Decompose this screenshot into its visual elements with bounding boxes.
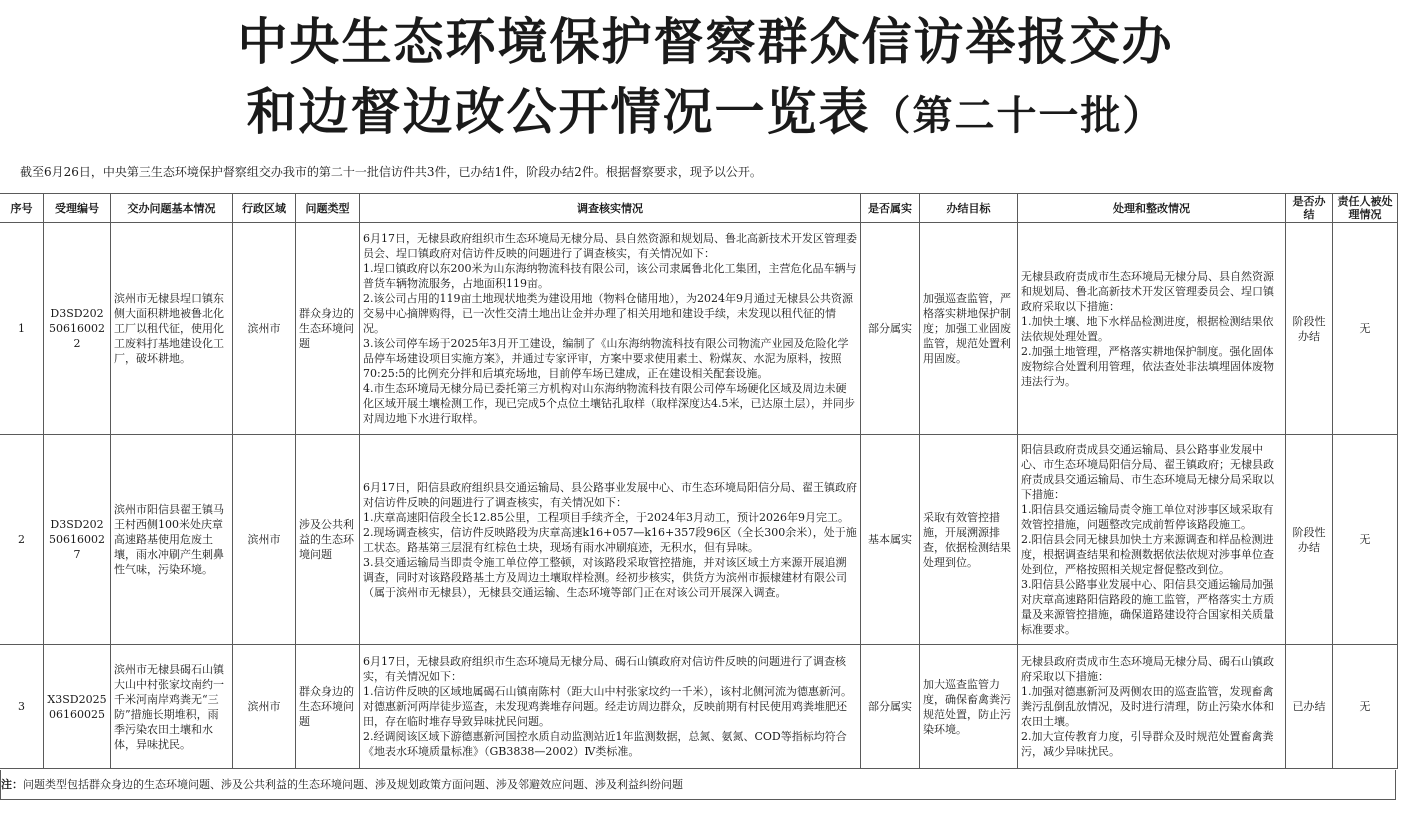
cell-issue: 滨州市无棣县碣石山镇大山中村张家坟南约一千米河南岸鸡粪无“三防”措施长期堆积，雨季污染农田土壤和水体，异味扰民。 bbox=[111, 645, 233, 769]
investigation-paragraph: 4.市生态环境局无棣分局已委托第三方机构对山东海纳物流科技有限公司停车场硬化区域及周边未硬化区域开展土壤检测工作，现已完成5个点位土壤钻孔取样（取样深度达4.5米，已达原土层），并同步对周边地下水进行取样。 bbox=[363, 382, 855, 425]
footnote-text: 问题类型包括群众身边的生态环境问题、涉及公共利益的生态环境问题、涉及规划政策方面问题、涉及邻避效应问题、涉及利益纠纷问题 bbox=[23, 778, 683, 791]
investigation-paragraph: 1.庆章高速阳信段全长12.85公里，工程项目手续齐全，于2024年3月动工，预计2026年9月完工。 bbox=[363, 510, 849, 524]
table-footnote bbox=[0, 770, 1396, 800]
header-investigation: 调查核实情况 bbox=[360, 194, 861, 223]
header-code: 受理编号 bbox=[44, 194, 111, 223]
investigation-paragraph: 1.信访件反映的区域地属碣石山镇南陈村（距大山中村张家坟约一千米），该村北侧河流为德惠新河。对德惠新河两岸徒步巡查，未发现鸡粪堆存问题。经走访周边群众，反映前期有村民使用鸡粪堆肥还田，存在临时堆存导致异味扰民问题。 bbox=[363, 685, 852, 728]
cell-goal: 加强巡查监管，严格落实耕地保护制度；加强工业固废监管，规范处置利用固废。 bbox=[920, 223, 1018, 435]
cell-investigation bbox=[360, 645, 861, 769]
handling-paragraph: 无棣县政府责成市生态环境局无棣分局、碣石山镇政府采取以下措施： bbox=[1021, 655, 1274, 683]
handling-paragraph: 2.加强土地管理，严格落实耕地保护制度。强化固体废物综合处置利用管理，依法查处非法填埋固体废物违法行为。 bbox=[1021, 344, 1274, 388]
handling-paragraph: 1.阳信县交通运输局责令施工单位对涉事区域采取有效管控措施，问题整改完成前暂停该路段施工。 bbox=[1021, 503, 1274, 531]
handling-paragraph: 无棣县政府责成市生态环境局无棣分局、县自然资源和规划局、鲁北高新技术开发区管理委员会、埕口镇政府采取以下措施： bbox=[1021, 269, 1274, 313]
handling-paragraph: 2.加大宣传教育力度，引导群众及时规范处置畜禽粪污，减少异味扰民。 bbox=[1021, 730, 1274, 758]
cell-verified: 部分属实 bbox=[861, 645, 920, 769]
cell-handling bbox=[1018, 645, 1286, 769]
cell-type: 涉及公共利益的生态环境问题 bbox=[296, 435, 360, 645]
cell-region: 滨州市 bbox=[233, 645, 296, 769]
cell-seq: 2 bbox=[0, 435, 44, 645]
cell-accountability: 无 bbox=[1333, 435, 1398, 645]
cell-done: 阶段性办结 bbox=[1286, 223, 1333, 435]
title-line-2 bbox=[0, 82, 1411, 146]
cell-accountability: 无 bbox=[1333, 223, 1398, 435]
header-goal: 办结目标 bbox=[920, 194, 1018, 223]
cell-goal: 采取有效管控措施，开展溯源排查，依据检测结果处理到位。 bbox=[920, 435, 1018, 645]
handling-paragraph: 1.加快土壤、地下水样品检测进度，根据检测结果依法依规处理处置。 bbox=[1021, 314, 1274, 343]
disclosure-table bbox=[0, 193, 1398, 769]
investigation-paragraph: 6月17日，无棣县政府组织市生态环境局无棣分局、县自然资源和规划局、鲁北高新技术开发区管理委员会、埕口镇政府对信访件反映的问题进行了调查核实，有关情况如下： bbox=[363, 232, 857, 260]
investigation-paragraph: 2.经调阅该区域下游德惠新河国控水质自动监测站近1年监测数据，总氮、氨氮、COD等指标均符合《地表水环境质量标准》（GB3838—2002）Ⅳ类标准。 bbox=[363, 730, 847, 758]
handling-paragraph: 阳信县政府责成县交通运输局、县公路事业发展中心、市生态环境局阳信分局、翟王镇政府；无棣县政府责成县交通运输局、市生态环境局无棣分局采取以下措施： bbox=[1021, 443, 1274, 501]
footnote-label: 注： bbox=[1, 778, 23, 791]
header-verified: 是否属实 bbox=[861, 194, 920, 223]
investigation-paragraph: 2.现场调查核实，信访件反映路段为庆章高速k16+057—k16+357段96区（全长300余米），处于施工状态。路基第三层混有红棕色土块，现场有雨水冲刷痕迹，无积水，但有异味。 bbox=[363, 525, 857, 554]
handling-paragraph: 3.阳信县公路事业发展中心、阳信县交通运输局加强对庆章高速路阳信路段的施工监管，严格落实土方质量及来源管控措施，确保道路建设符合国家相关质量标准要求。 bbox=[1021, 578, 1274, 636]
cell-verified: 部分属实 bbox=[861, 223, 920, 435]
cell-accountability: 无 bbox=[1333, 645, 1398, 769]
table-header-row bbox=[0, 194, 1398, 223]
investigation-paragraph: 6月17日，无棣县政府组织市生态环境局无棣分局、碣石山镇政府对信访件反映的问题进行了调查核实，有关情况如下： bbox=[363, 655, 846, 683]
header-done: 是否办结 bbox=[1286, 194, 1333, 223]
cell-type: 群众身边的生态环境问题 bbox=[296, 645, 360, 769]
header-accountability: 责任人被处理情况 bbox=[1333, 194, 1398, 223]
cell-goal: 加大巡查监管力度，确保畜禽粪污规范处置，防止污染环境。 bbox=[920, 645, 1018, 769]
cell-investigation bbox=[360, 223, 861, 435]
intro-paragraph: 截至6月26日，中央第三生态环境保护督察组交办我市的第二十一批信访件共3件，已办结1件，阶段办结2件。根据督察要求，现予以公开。 bbox=[20, 165, 762, 179]
title-line-1: 中央生态环境保护督察群众信访举报交办 bbox=[237, 13, 1174, 71]
table-row bbox=[0, 645, 1398, 769]
cell-issue: 滨州市阳信县翟王镇马王村西侧100米处庆章高速路基使用危废土壤，雨水冲刷产生刺鼻性气味，污染环境。 bbox=[111, 435, 233, 645]
table-row bbox=[0, 435, 1398, 645]
cell-region: 滨州市 bbox=[233, 435, 296, 645]
header-handling: 处理和整改情况 bbox=[1018, 194, 1286, 223]
cell-seq: 3 bbox=[0, 645, 44, 769]
cell-investigation bbox=[360, 435, 861, 645]
investigation-paragraph: 1.埕口镇政府以东200米为山东海纳物流科技有限公司，该公司隶属鲁北化工集团，主营危化品车辆与普货车辆物流服务，占地面积119亩。 bbox=[363, 262, 857, 290]
cell-verified: 基本属实 bbox=[861, 435, 920, 645]
header-seq: 序号 bbox=[0, 194, 44, 223]
investigation-paragraph: 3.该公司停车场于2025年3月开工建设，编制了《山东海纳物流科技有限公司物流产业园及危险化学品停车场建设项目实施方案》，并通过专家评审，方案中要求使用素土、粉煤灰、水泥为原料，按照70:25:5的比例充分拌和后填充场地，目前停车场已建成，正在建设相关配套设施。 bbox=[363, 337, 849, 380]
header-region: 行政区域 bbox=[233, 194, 296, 223]
header-type: 问题类型 bbox=[296, 194, 360, 223]
table-row bbox=[0, 223, 1398, 435]
title-line-2-main: 和边督边改公开情况一览表 bbox=[246, 83, 871, 141]
cell-done: 阶段性办结 bbox=[1286, 435, 1333, 645]
cell-handling bbox=[1018, 435, 1286, 645]
cell-seq: 1 bbox=[0, 223, 44, 435]
cell-type: 群众身边的生态环境问题 bbox=[296, 223, 360, 435]
cell-code: X3SD202506160025 bbox=[44, 645, 111, 769]
cell-done: 已办结 bbox=[1286, 645, 1333, 769]
cell-code: D3SD202506160022 bbox=[44, 223, 111, 435]
investigation-paragraph: 3.县交通运输局当即责令施工单位停工整顿，对该路段采取管控措施，并对该区域土方来源开展追溯调查，同时对该路段路基土方及周边土壤取样检测。经初步核实，供货方为滨州市振棣建材有限公司（属于滨州市无棣县），无棣县交通运输、生态环境等部门正在对该公司开展深入调查。 bbox=[363, 555, 847, 599]
title-batch-label: （第二十一批） bbox=[870, 92, 1165, 139]
investigation-paragraph: 2.该公司占用的119亩土地现状地类为建设用地（物料仓储用地），为2024年9月通过无棣县公共资源交易中心摘牌购得，已一次性交清土地出让金并办理了相关用地和建设手续，未发现以租代征的情况。 bbox=[363, 292, 853, 335]
cell-code: D3SD202506160027 bbox=[44, 435, 111, 645]
investigation-paragraph: 6月17日，阳信县政府组织县交通运输局、县公路事业发展中心、市生态环境局阳信分局、翟王镇政府对信访件反映的问题进行了调查核实，有关情况如下： bbox=[363, 480, 857, 509]
cell-region: 滨州市 bbox=[233, 223, 296, 435]
handling-paragraph: 1.加强对德惠新河及两侧农田的巡查监管，发现畜禽粪污乱倒乱放情况，及时进行清理，防止污染水体和农田土壤。 bbox=[1021, 685, 1274, 728]
handling-paragraph: 2.阳信县会同无棣县加快土方来源调查和样品检测进度，根据调查结果和检测数据依法依规对涉事单位查处到位，严格按照相关规定督促整改到位。 bbox=[1021, 533, 1274, 576]
cell-issue: 滨州市无棣县埕口镇东侧大面积耕地被鲁北化工厂以租代征，使用化工废料打基地建设化工厂，破坏耕地。 bbox=[111, 223, 233, 435]
header-issue: 交办问题基本情况 bbox=[111, 194, 233, 223]
cell-handling bbox=[1018, 223, 1286, 435]
